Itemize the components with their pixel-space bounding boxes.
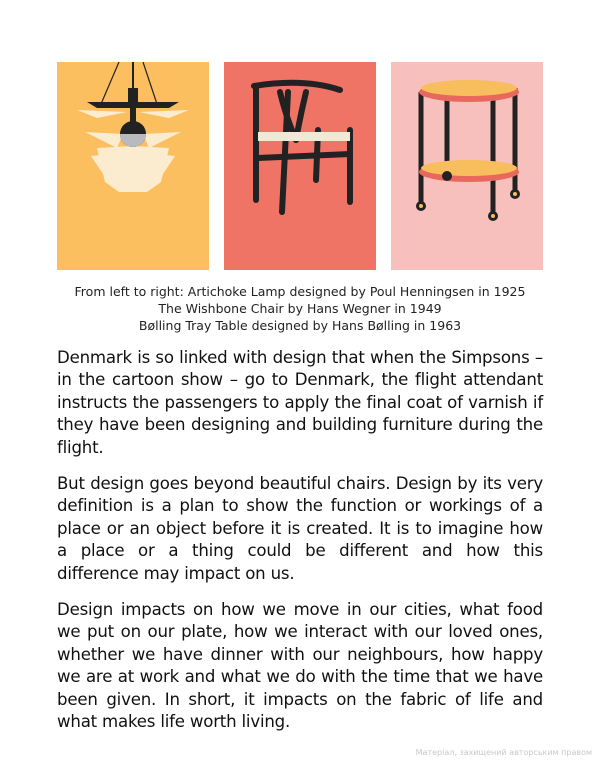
caption-line: Bølling Tray Table designed by Hans Bølling in 1963 — [138, 318, 462, 333]
caption-line: The Wishbone Chair by Hans Wegner in 1949 — [158, 301, 442, 316]
wishbone-chair-illustration — [224, 62, 376, 270]
paragraph: Design impacts on how we move in our cities, what food we put on our plate, how we interact with our loved ones, whether we have dinner with our neighbours, how happy we are at work and what we do with the time that we have been given. In short, it impacts on the fabric of life and what makes life worth living. — [57, 600, 543, 732]
paragraph: But design goes beyond beautiful chairs. Design by its very definition is a plan to show the function or workings of a place or an object before it is created. It is to imagine how a place or a thing could be different and how this difference may impact on us. — [57, 474, 543, 583]
paragraph: Denmark is so linked with design that when the Simpsons – in the cartoon show – go to Denmark, the flight attendant instructs the passengers to apply the final coat of varnish if they have been designing and building furniture during the flight. — [57, 348, 543, 457]
image-caption — [0, 283, 600, 334]
copyright-watermark: Матеріал, захищений авторським правом — [415, 748, 592, 757]
tray-table-illustration — [391, 62, 543, 270]
body-text — [57, 347, 543, 748]
caption-line: From left to right: Artichoke Lamp designed by Poul Henningsen in 1925 — [74, 284, 526, 299]
illustration-row — [57, 62, 543, 270]
artichoke-lamp-illustration — [57, 62, 209, 270]
